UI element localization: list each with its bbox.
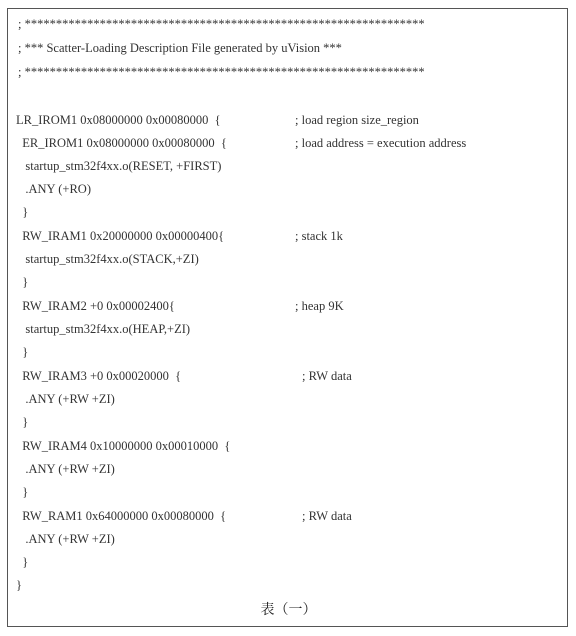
code-listing-frame: [7, 8, 568, 627]
code-line-6: RW_IRAM1 0x20000000 0x00000400{: [16, 229, 225, 243]
code-comment-12: ; RW data: [302, 369, 352, 383]
code-line-18: RW_RAM1 0x64000000 0x00080000 {: [16, 509, 227, 523]
code-line-13: .ANY (+RW +ZI): [16, 392, 115, 406]
code-line-2: ER_IROM1 0x08000000 0x00080000 {: [16, 136, 227, 150]
code-line-10: startup_stm32f4xx.o(HEAP,+ZI): [16, 322, 191, 336]
code-comment-9: ; heap 9K: [295, 299, 344, 313]
code-line-16: .ANY (+RW +ZI): [16, 462, 115, 476]
code-line-9: RW_IRAM2 +0 0x00002400{: [16, 299, 175, 313]
code-line-8: }: [16, 275, 29, 289]
code-line-4: .ANY (+RO): [16, 182, 91, 196]
code-line-12: RW_IRAM3 +0 0x00020000 {: [16, 369, 182, 383]
code-line-11: }: [16, 345, 29, 359]
code-line-19: .ANY (+RW +ZI): [16, 532, 115, 546]
code-line-1: LR_IROM1 0x08000000 0x00080000 {: [16, 113, 221, 127]
header-stars-bottom: ; ****************************************************************: [18, 65, 425, 79]
code-line-20: }: [16, 555, 29, 569]
figure-caption: 表（一）: [260, 602, 317, 618]
code-line-15: RW_IRAM4 0x10000000 0x00010000 {: [16, 439, 231, 453]
code-line-21: }: [16, 578, 22, 592]
header-title-line: ; *** Scatter-Loading Description File generated by uVision ***: [18, 41, 342, 55]
code-comment-1: ; load region size_region: [295, 113, 419, 127]
code-line-5: }: [16, 205, 29, 219]
code-comment-2: ; load address = execution address: [295, 136, 467, 150]
header-stars-top: ; ****************************************************************: [18, 17, 425, 31]
code-line-14: }: [16, 415, 29, 429]
code-comment-6: ; stack 1k: [295, 229, 343, 243]
code-line-3: startup_stm32f4xx.o(RESET, +FIRST): [16, 159, 222, 173]
code-line-17: }: [16, 485, 29, 499]
code-line-7: startup_stm32f4xx.o(STACK,+ZI): [16, 252, 199, 266]
code-comment-18: ; RW data: [302, 509, 352, 523]
